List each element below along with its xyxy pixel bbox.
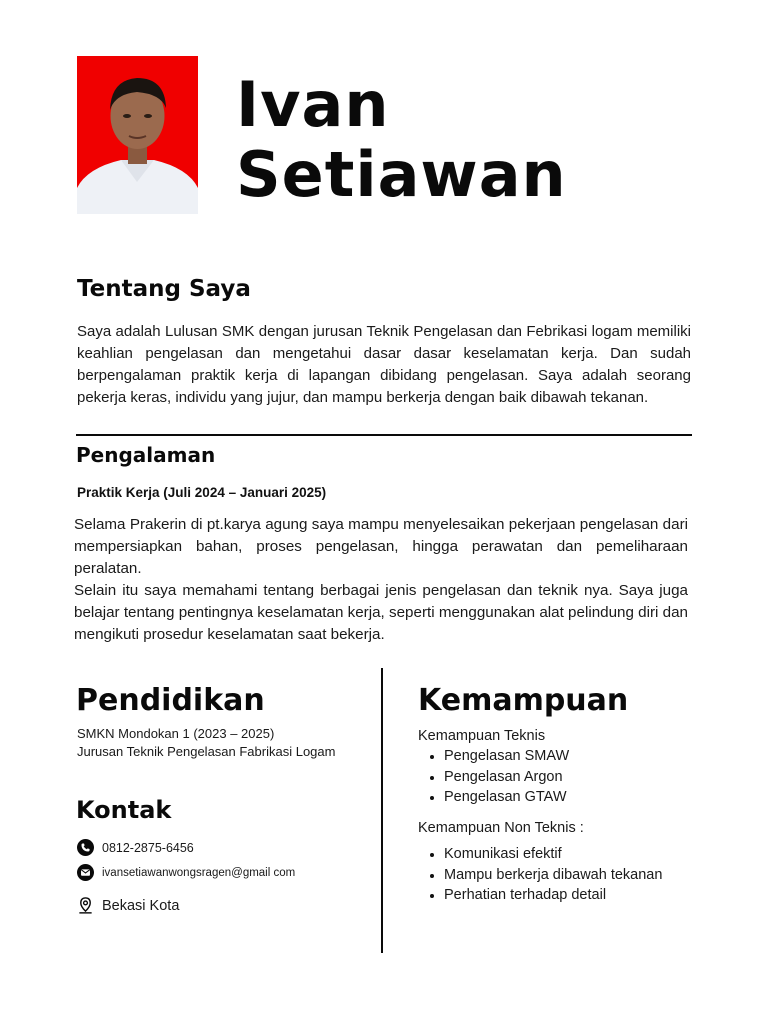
experience-description bbox=[74, 514, 688, 646]
school-name: SMKN Mondokan 1 (2023 – 2025) bbox=[77, 726, 275, 741]
contact-heading: Kontak bbox=[76, 796, 172, 824]
non-technical-skills-list bbox=[444, 844, 662, 906]
list-item: Pengelasan Argon bbox=[444, 767, 569, 788]
contact-phone bbox=[77, 839, 194, 856]
skills-heading: Kemampuan bbox=[418, 683, 629, 718]
last-name: Setiawan bbox=[236, 138, 567, 211]
list-item: Pengelasan SMAW bbox=[444, 746, 569, 767]
about-text: Saya adalah Lulusan SMK dengan jurusan Teknik Pengelasan dan Febrikasi logam memiliki keahlian pengelasan dan mengetahui dasar dasar keselamatan kerja. Dan sudah berpengalaman praktik kerja di lapangan dibidang pengelasan. Saya adalah seorang pekerja keras, individu yang jujur, dan mampu berkerja dengan baik dibawah tekanan. bbox=[77, 323, 691, 406]
experience-paragraph-1: Selama Prakerin di pt.karya agung saya mampu menyelesaikan pekerjaan pengelasan dari mempersiapkan bahan, proses pengelasan, hingga perawatan dan pemeliharaan peralatan. bbox=[74, 516, 688, 577]
non-technical-skills-heading: Kemampuan Non Teknis : bbox=[418, 820, 584, 836]
location-text: Bekasi Kota bbox=[102, 897, 180, 914]
profile-photo bbox=[77, 56, 198, 214]
contact-email bbox=[77, 864, 295, 881]
job-title: Praktik Kerja (Juli 2024 – Januari 2025) bbox=[77, 485, 327, 500]
list-item: Pengelasan GTAW bbox=[444, 787, 569, 808]
location-pin-icon bbox=[77, 897, 94, 914]
list-item: Mampu berkerja dibawah tekanan bbox=[444, 865, 662, 886]
education-details bbox=[77, 725, 348, 761]
experience-heading: Pengalaman bbox=[76, 443, 216, 467]
education-heading: Pendidikan bbox=[76, 683, 265, 718]
first-name: Ivan bbox=[236, 68, 390, 141]
experience-paragraph-2: Selain itu saya memahami tentang berbagai jenis pengelasan dan teknik nya. Saya juga belajar tentang pentingnya keselamatan kerja, seperti menggunakan alat pelindung diri dan mengikuti prosedur keselamatan saat bekerja. bbox=[74, 582, 688, 643]
list-item: Perhatian terhadap detail bbox=[444, 885, 662, 906]
phone-number: 0812-2875-6456 bbox=[102, 840, 194, 855]
about-heading: Tentang Saya bbox=[77, 276, 251, 302]
full-name bbox=[236, 70, 567, 210]
section-divider bbox=[76, 434, 692, 436]
email-address: ivansetiawanwongsragen@gmail com bbox=[102, 866, 296, 879]
mail-icon bbox=[77, 864, 94, 881]
technical-skills-list bbox=[444, 746, 569, 808]
contact-location bbox=[77, 897, 179, 914]
school-major: Jurusan Teknik Pengelasan Fabrikasi Logam bbox=[77, 744, 336, 759]
technical-skills-heading: Kemampuan Teknis bbox=[418, 728, 546, 744]
phone-icon bbox=[77, 839, 94, 856]
list-item: Komunikasi efektif bbox=[444, 844, 662, 865]
column-divider bbox=[381, 668, 383, 953]
